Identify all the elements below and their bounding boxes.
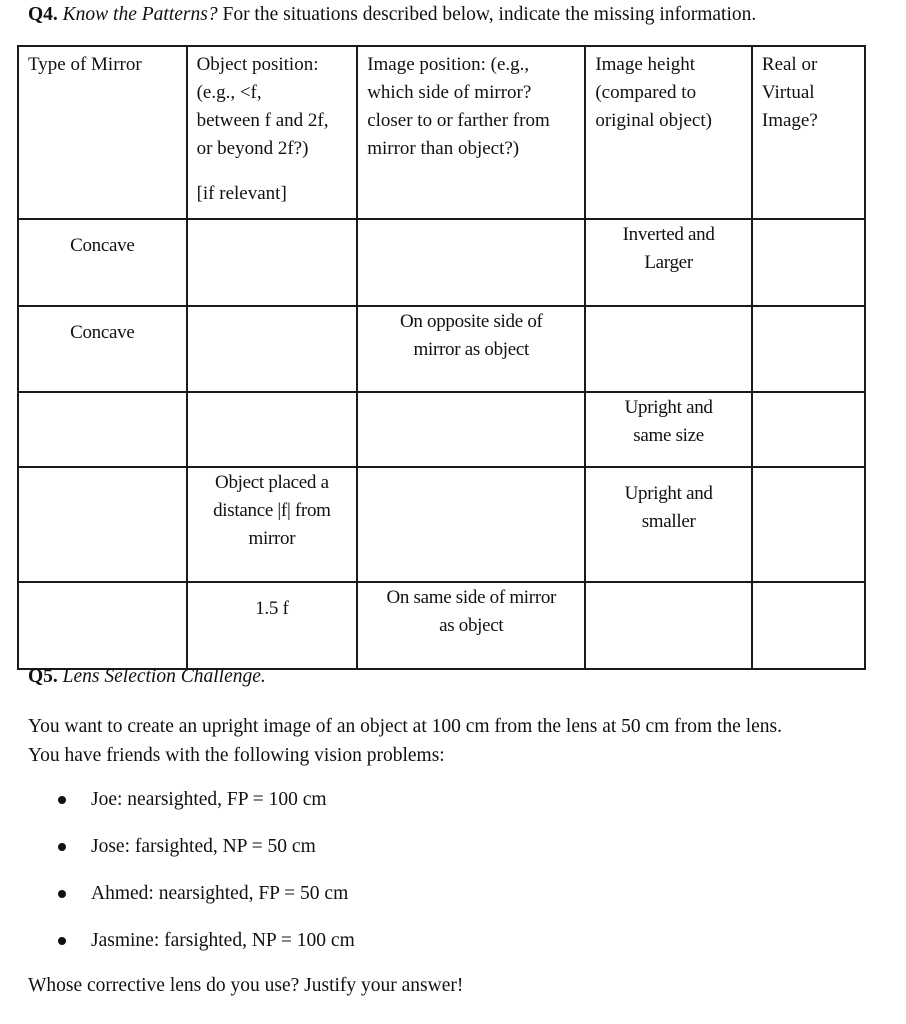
cell-image-position-blank[interactable] [357, 219, 585, 306]
cell-mirror-blank[interactable] [18, 467, 187, 582]
cell-mirror: Concave [18, 219, 187, 306]
table-header-row [18, 46, 865, 219]
cell-real-virtual-blank[interactable] [752, 582, 865, 669]
cell-image-height-blank[interactable] [585, 582, 752, 669]
cell-image-height: Upright and same size [585, 392, 752, 467]
q4-number: Q4. [28, 4, 58, 25]
table-row [18, 582, 865, 669]
cell-image-height: Upright and smaller [585, 467, 752, 582]
bullet-icon [58, 890, 66, 898]
cell-image-position: On same side of mirror as object [357, 582, 585, 669]
cell-real-virtual-blank[interactable] [752, 392, 865, 467]
cell-real-virtual-blank[interactable] [752, 219, 865, 306]
q4-instruction: For the situations described below, indicate the missing information. [217, 4, 757, 25]
header-image-position: Image position: (e.g., which side of mirror? closer to or farther from mirror than object?) [357, 46, 585, 219]
cell-object-position-blank[interactable] [187, 219, 358, 306]
cell-object-position-blank[interactable] [187, 306, 358, 392]
cell-image-height-blank[interactable] [585, 306, 752, 392]
friends-list [0, 786, 355, 974]
table-row [18, 306, 865, 392]
cell-mirror-blank[interactable] [18, 392, 187, 467]
cell-mirror-blank[interactable] [18, 582, 187, 669]
bullet-icon [58, 796, 66, 804]
cell-image-height: Inverted and Larger [585, 219, 752, 306]
q5-heading [28, 666, 266, 688]
header-image-height: Image height (compared to original object) [585, 46, 752, 219]
q4-heading [28, 4, 756, 26]
table-row [18, 392, 865, 467]
bullet-icon [58, 843, 66, 851]
cell-image-position: On opposite side of mirror as object [357, 306, 585, 392]
cell-image-position-blank[interactable] [357, 467, 585, 582]
bullet-icon [58, 937, 66, 945]
list-item: Ahmed: nearsighted, FP = 50 cm [0, 880, 355, 927]
header-object-position: Object position: (e.g., <f, between f and 2f, or beyond 2f?) [if relevant] [187, 46, 358, 219]
q5-problem-statement: You want to create an upright image of an object at 100 cm from the lens at 50 cm from the lens. You have friends with the following vision problems: [28, 716, 782, 766]
list-item: Joe: nearsighted, FP = 100 cm [0, 786, 355, 833]
table-row [18, 467, 865, 582]
table-row [18, 219, 865, 306]
cell-mirror: Concave [18, 306, 187, 392]
if-relevant-note: [if relevant] [196, 183, 287, 204]
q5-question: Whose corrective lens do you use? Justify your answer! [28, 975, 464, 996]
q4-title: Know the Patterns? [62, 4, 218, 25]
q5-title: Lens Selection Challenge. [62, 666, 266, 687]
cell-image-position-blank[interactable] [357, 392, 585, 467]
list-item: Jasmine: farsighted, NP = 100 cm [0, 927, 355, 974]
cell-object-position: 1.5 f [187, 582, 358, 669]
cell-object-position-blank[interactable] [187, 392, 358, 467]
header-real-or-virtual: Real or Virtual Image? [752, 46, 865, 219]
list-item: Jose: farsighted, NP = 50 cm [0, 833, 355, 880]
cell-real-virtual-blank[interactable] [752, 467, 865, 582]
header-type-of-mirror: Type of Mirror [18, 46, 187, 219]
cell-real-virtual-blank[interactable] [752, 306, 865, 392]
cell-object-position: Object placed a distance |f| from mirror [187, 467, 358, 582]
q5-number: Q5. [28, 666, 58, 687]
mirror-patterns-table [17, 45, 866, 670]
